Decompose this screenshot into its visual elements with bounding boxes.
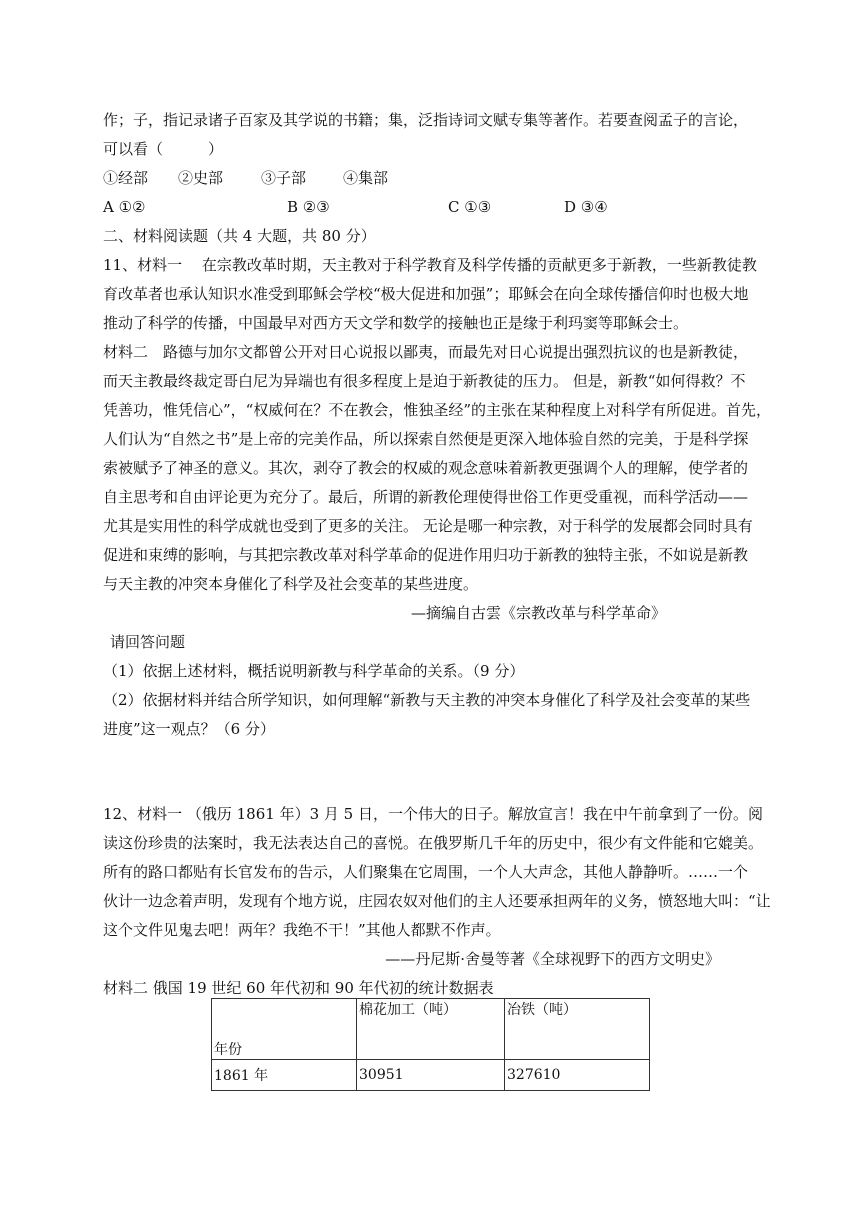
q11-prompt: 请回答问题 [110, 633, 186, 651]
q11-material-2-line: 尤其是实用性的科学成就也受到了更多的关注。 无论是哪一种宗教，对于科学的发展都会同时具有 [103, 517, 753, 535]
q10-option-b: B ②③ [287, 198, 330, 216]
section-2-title: 二、材料阅读题（共 4 大题，共 80 分） [103, 227, 376, 245]
q10-item-3: ③子部 [261, 169, 307, 187]
table-cell-cotton: 30951 [357, 1060, 505, 1091]
q11-sub-question-1: （1）依据上述材料，概括说明新教与科学革命的关系。（9 分） [103, 662, 525, 680]
q11-material-2-line: 索被赋予了神圣的意义。其次，剥夺了教会的权威的观念意味着新教更强调个人的理解，使学者的 [103, 459, 749, 477]
iron-header: 冶铁（吨） [507, 1002, 577, 1018]
table-row [212, 1060, 650, 1091]
q12-material-2-title: 材料二 俄国 19 世纪 60 年代初和 90 年代初的统计数据表 [103, 979, 494, 997]
q12-material-1-line: 伙计一边念着声明，发现有个地方说，庄园农奴对他们的主人还要承担两年的义务，愤怒地大叫：“让 [103, 892, 771, 910]
q10-option-c: C ①③ [448, 198, 492, 216]
q12-material-1-line: 读这份珍贵的法案时，我无法表达自己的喜悦。在俄罗斯几千年的历史中，很少有文件能和它媲美。 [103, 834, 764, 852]
q11-source: —摘编自古雲《宗教改革与科学革命》 [410, 604, 666, 622]
q10-option-d: D ③④ [564, 198, 608, 216]
q11-material-2-line: 而天主教最终裁定哥白尼为异端也有很多程度上是迫于新教徒的压力。 但是，新教“如何得救？不 [103, 372, 746, 390]
table-header-row [212, 999, 650, 1060]
table-cell-iron: 327610 [505, 1060, 650, 1091]
table-header-cell [357, 999, 505, 1060]
q12-source: ——丹尼斯·舍曼等著《全球视野下的西方文明史》 [385, 950, 720, 968]
year-header: 年份 [214, 1042, 242, 1058]
q12-material-1-line: 12、材料一 （俄历 1861 年）3 月 5 日，一个伟大的日子。解放宣言！我在中午前拿到了一份。阅 [103, 805, 763, 823]
q11-sub-question-2-line: （2）依据材料并结合所学知识，如何理解“新教与天主教的冲突本身催化了科学及社会变革的某些 [103, 691, 751, 709]
q11-material-2-line: 促进和束缚的影响，与其把宗教改革对科学革命的促进作用归功于新教的独特主张，不如说是新教 [103, 546, 749, 564]
q12-material-1-line: 这个文件见鬼去吧！两年？我绝不干！”其他人都默不作声。 [103, 921, 501, 939]
q11-material-2-line: 人们认为“自然之书”是上帝的完美作品，所以探索自然便是更深入地体验自然的完美，于是科学探 [103, 430, 749, 448]
statistics-table [211, 998, 650, 1091]
q11-material-2-line: 与天主教的冲突本身催化了科学及社会变革的某些进度。 [103, 575, 479, 593]
q10-options [103, 198, 608, 216]
q10-option-a: A ①② [103, 198, 146, 216]
q11-material-1-line: 育改革者也承认知识水准受到耶稣会学校“极大促进和加强”；耶稣会在向全球传播信仰时也极大地 [103, 285, 749, 303]
q10-item-4: ④集部 [343, 169, 389, 187]
q10-stem-line-1: 作；子，指记录诸子百家及其学说的书籍；集，泛指诗词文赋专集等著作。若要查阅孟子的言论， [103, 111, 749, 129]
q11-material-2-line: 材料二 路德与加尔文都曾公开对日心说报以鄙夷，而最先对日心说提出强烈抗议的也是新教徒， [103, 343, 749, 361]
q10-item-2: ②史部 [178, 169, 224, 187]
q10-items [103, 169, 388, 187]
q11-material-2-line: 自主思考和自由评论更为充分了。最后，所谓的新教伦理使得世俗工作更受重视，而科学活动—— [103, 488, 749, 506]
q11-sub-question-2-line: 进度”这一观点？（6 分） [103, 720, 275, 738]
table-cell-year: 1861 年 [212, 1060, 357, 1091]
cotton-header: 棉花加工（吨） [359, 1002, 457, 1018]
q11-material-1-line: 推动了科学的传播，中国最早对西方天文学和数学的接触也正是缘于利玛窦等耶稣会士。 [103, 314, 689, 332]
table-header-cell [505, 999, 650, 1060]
q11-material-2-line: 凭善功，惟凭信心”，“权威何在？不在教会，惟独圣经”的主张在某种程度上对科学有所促进。首先， [103, 401, 772, 419]
q11-material-1-line: 11、材料一 在宗教改革时期，天主教对于科学教育及科学传播的贡献更多于新教，一些新教徒教 [103, 256, 757, 274]
table-header-cell [212, 999, 357, 1060]
q12-material-1-line: 所有的路口都贴有长官发布的告示，人们聚集在它周围，一个人大声念，其他人静静听。……一个 [103, 863, 749, 881]
q10-item-1: ①经部 [103, 169, 149, 187]
q10-stem-line-2: 可以看（ ） [103, 140, 224, 158]
